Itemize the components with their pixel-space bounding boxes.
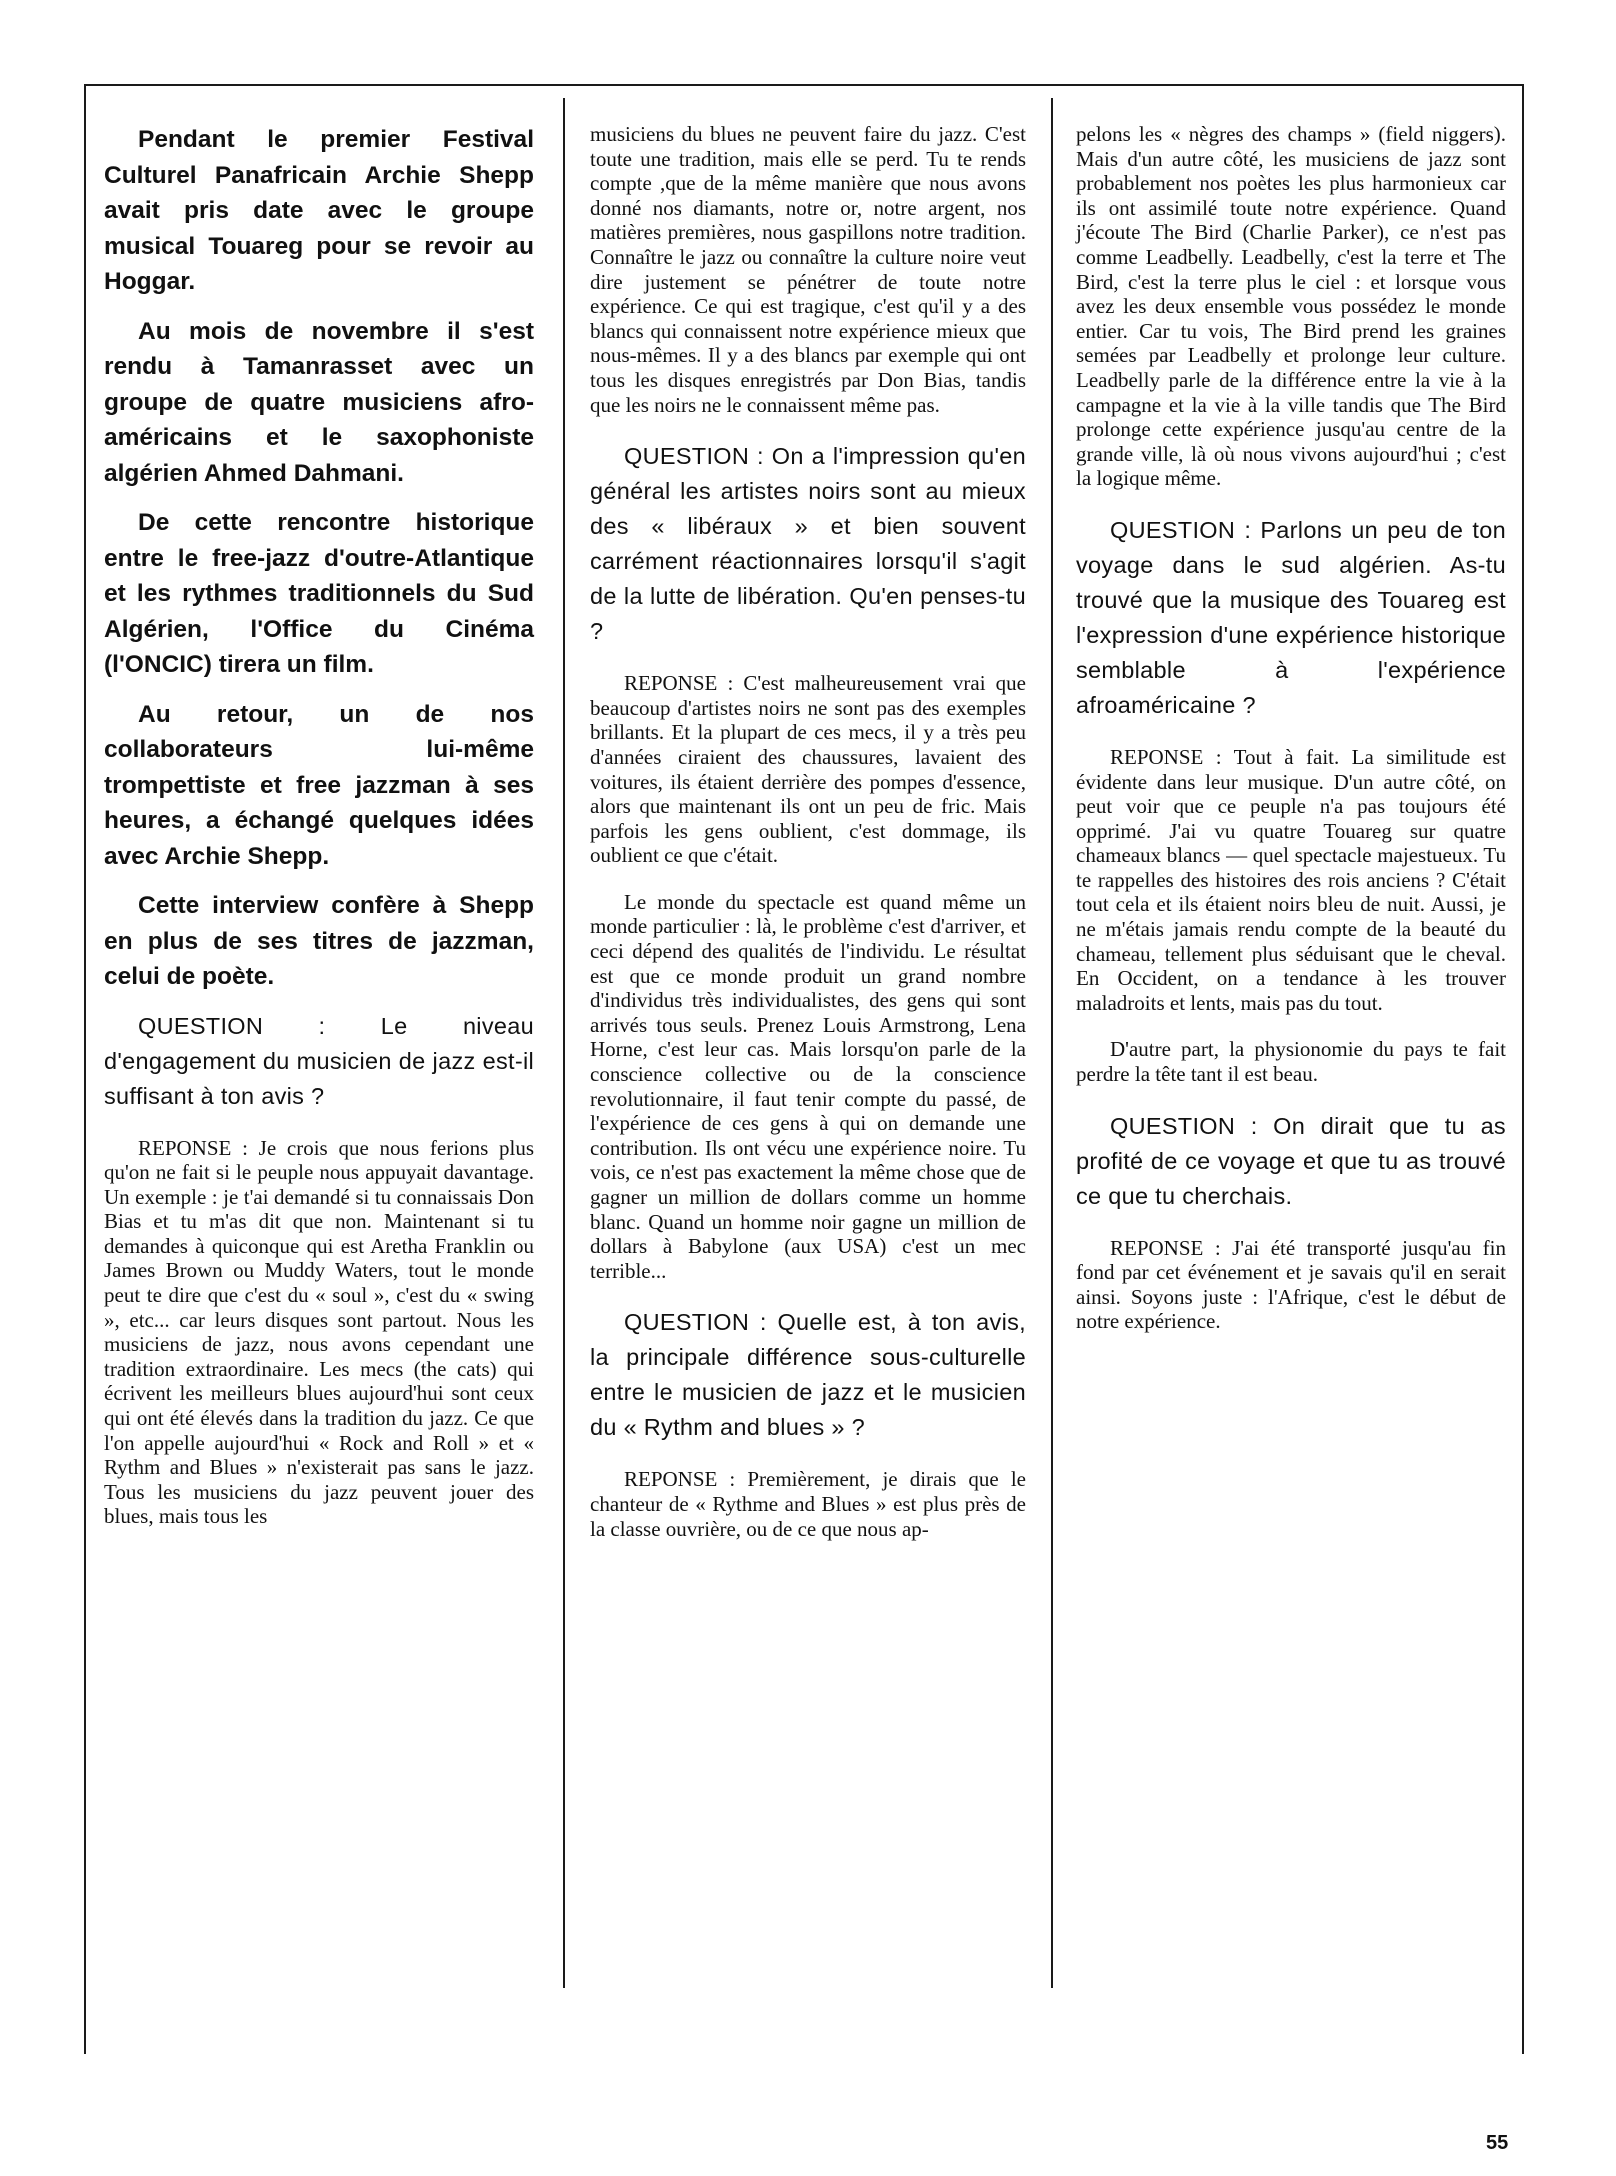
intro-paragraph-2: Au mois de novembre il s'est rendu à Tamanrasset avec un groupe de quatre musiciens afro-américains et le saxophoniste algérien Ahmed Dahmani. bbox=[104, 317, 534, 487]
answer-1-continued: musiciens du blues ne peuvent faire du jazz. C'est toute une tradition, mais elle se perd. Tu te rends compte ,que de la même manière que nous avons donné nos diamants, notre or, notre argent, nos matières premières, nous gaspillons notre tradition. Connaître le jazz ou connaître la culture noire veut dire justement se pénétrer de toute notre expérience. Ce qui est tragique, c'est qu'il y a des blancs qui connaissent notre expérience mieux que nous-mêmes. Il y a des blancs par exemple qui ont tous les disques enregistrés par Don Bias, tandis que les noirs ne le connaissent même pas. bbox=[590, 122, 1026, 417]
column-divider-right bbox=[1051, 98, 1053, 1988]
column-left bbox=[104, 122, 534, 1551]
answer-4-part-2: D'autre part, la physionomie du pays te fait perdre la tête tant il est beau. bbox=[1076, 1037, 1506, 1087]
intro-paragraph-1: Pendant le premier Festival Culturel Panafricain Archie Shepp avait pris date avec le groupe musical Touareg pour se revoir au Hoggar. bbox=[104, 126, 534, 295]
question-1: QUESTION : Le niveau d'engagement du musicien de jazz est-il suffisant à ton avis ? bbox=[104, 1012, 534, 1109]
answer-4: REPONSE : Tout à fait. La similitude est évidente dans leur musique. D'un autre côté, on peut voir que ce peuple n'a pas toujours été opprimé. J'ai vu quatre Touareg sur quatre chameaux blancs — quel spectacle majestueux. Tu te rappelles des histoires des rois anciens ? C'était tout cela et ils étaient noirs bleu de nuit. Aussi, je ne m'étais jamais rendu compte de la beauté du chameau, tellement plus séduisant que le cheval. En Occident, on a tendance à les trouver maladroits et lents, mais pas du tout. bbox=[1076, 744, 1506, 1015]
answer-1: REPONSE : Je crois que nous ferions plus qu'on ne fait si le peuple nous appuyait davantage. Un exemple : je t'ai demandé si tu connaissais Don Bias et tu m'as dit que non. Maintenant si tu demandes à quiconque qui est Aretha Franklin ou James Brown ou Muddy Waters, tout le monde peut te dire que c'est du « soul », c'est du « swing », etc... car leurs disques sont partout. Nous les musiciens de jazz, nous avons cependant une tradition extraordinaire. Les mecs (the cats) qui écrivent les meilleurs blues aujourd'hui sont ceux qui ont été élevés dans la tradition du jazz. Ce que l'on appelle aujourd'hui « Rock and Roll » et « Rythm and Blues » n'existerait pas sans le jazz. Tous les musiciens du jazz peuvent jouer des blues, mais tous les bbox=[104, 1135, 534, 1529]
column-right bbox=[1076, 122, 1506, 1356]
question-2: QUESTION : On a l'impression qu'en général les artistes noirs sont au mieux des « libéraux » et bien souvent carrément réactionnaires lorsqu'il s'agit de la lutte de libération. Qu'en penses-tu ? bbox=[590, 443, 1026, 645]
column-divider-left bbox=[563, 98, 565, 1988]
page-number: 55 bbox=[1486, 2132, 1509, 2154]
question-5: QUESTION : On dirait que tu as profité de ce voyage et que tu as trouvé ce que tu cherchais. bbox=[1076, 1112, 1506, 1209]
answer-5: REPONSE : J'ai été transporté jusqu'au fin fond par cet événement et je savais qu'il en serait ainsi. Soyons juste : l'Afrique, c'est le début de notre expérience. bbox=[1076, 1235, 1506, 1334]
question-4: QUESTION : Parlons un peu de ton voyage dans le sud algérien. As-tu trouvé que la musique des Touareg est l'expression d'une expérience historique semblable à l'expérience afroaméricaine ? bbox=[1076, 516, 1506, 718]
intro-paragraph-4: Au retour, un de nos collaborateurs lui-même trompettiste et free jazzman à ses heures, a échangé quelques idées avec Archie Shepp. bbox=[104, 700, 534, 870]
column-middle bbox=[590, 122, 1026, 1563]
question-3: QUESTION : Quelle est, à ton avis, la principale différence sous-culturelle entre le musicien de jazz et le musicien du « Rythm and blues » ? bbox=[590, 1309, 1026, 1441]
answer-3: REPONSE : Premièrement, je dirais que le chanteur de « Rythme and Blues » est plus près de la classe ouvrière, ou de ce que nous ap- bbox=[590, 1467, 1026, 1541]
intro-paragraph-3: De cette rencontre historique entre le free-jazz d'outre-Atlantique et les rythmes traditionnels du Sud Algérien, l'Office du Cinéma (l'ONCIC) tirera un film. bbox=[104, 509, 534, 678]
answer-3-continued: pelons les « nègres des champs » (field niggers). Mais d'un autre côté, les musiciens de jazz sont probablement nos poètes les plus harmonieux car ils ont assimilé toute notre expérience. Quand j'écoute The Bird (Charlie Parker), ce n'est pas comme Leadbelly. Leadbelly, c'est la terre et The Bird, c'est la terre plus le ciel : et lorsque vous avez les deux ensemble vous possédez le monde entier. Car tu vois, The Bird prend les graines semées par Leadbelly et prolonge leur culture. Leadbelly parle de la différence entre la vie à la campagne et la vie à la ville tandis que The Bird prolonge cette expérience jusqu'au centre de la grande ville, là où nous vivons aujourd'hui ; c'est la logique même. bbox=[1076, 122, 1506, 491]
intro-paragraph-5: Cette interview confère à Shepp en plus de ses titres de jazzman, celui de poète. bbox=[104, 892, 534, 990]
answer-2: REPONSE : C'est malheureusement vrai que beaucoup d'artistes noirs ne sont pas des exemples brillants. Et la plupart de ces mecs, il y a très peu d'années ciraient des chaussures, lavaient des voitures, ils étaient derrière des pompes d'essence, alors que maintenant ils ont un peu de fric. Mais parfois les gens oublient, c'est dommage, ils oublient ce que c'était. bbox=[590, 671, 1026, 868]
answer-2-part-2: Le monde du spectacle est quand même un monde particulier : là, le problème c'est d'arriver, et ceci dépend des qualités de l'individu. Le résultat est que ce monde produit un grand nombre d'individus très individualistes, des gens qui sont arrivés tous seuls. Prenez Louis Armstrong, Lena Horne, c'est leur cas. Mais lorsqu'on parle de la conscience collective ou de la conscience revolutionnaire, il faut tenir compte du passé, de l'expérience de ces gens à qui on demande une contribution. Ils ont vécu une expérience noire. Tu vois, ce n'est pas exactement la même chose que de gagner un million de dollars comme un homme blanc. Quand un homme noir gagne un million de dollars à Babylone (aux USA) c'est un mec terrible... bbox=[590, 889, 1026, 1283]
